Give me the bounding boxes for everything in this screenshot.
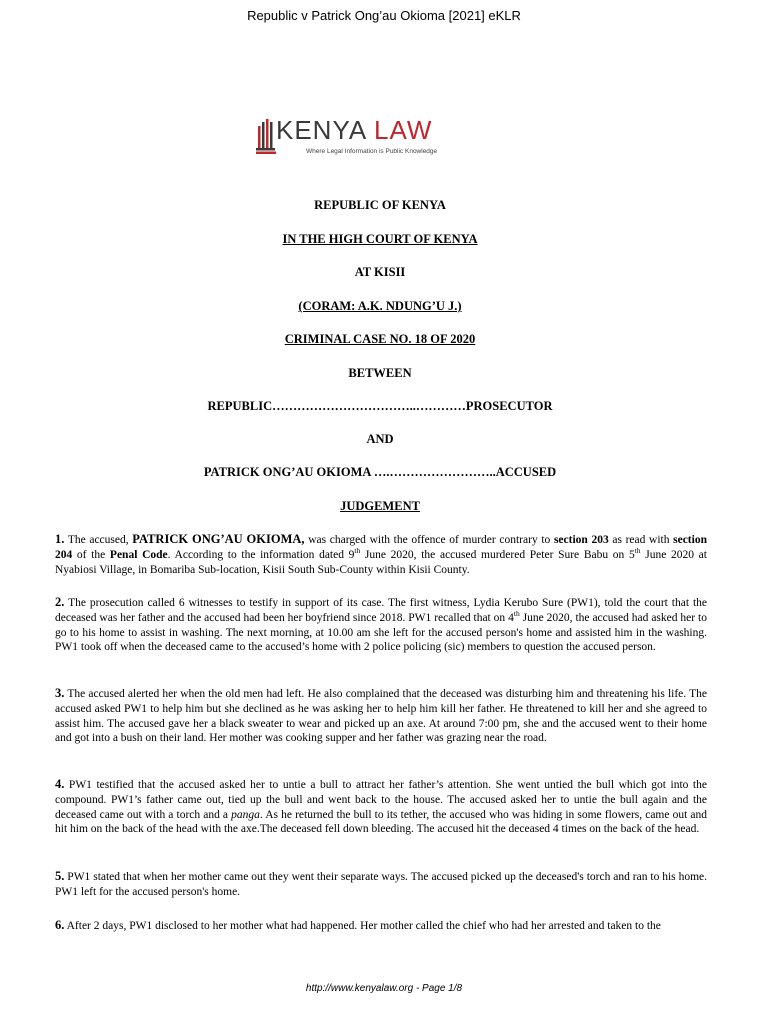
paragraph-text: After 2 days, PW1 disclosed to her mother what had happened. Her mother called the chief who had her arrested and taken to the bbox=[64, 920, 661, 932]
heading-court bbox=[0, 232, 760, 247]
paragraph-1 bbox=[55, 532, 707, 577]
statute-reference: section 204 bbox=[55, 534, 707, 561]
heading-between: BETWEEN bbox=[348, 366, 412, 380]
running-header: Republic v Patrick Ong’au Okioma [2021] eKLR bbox=[247, 8, 521, 23]
paragraph-text: The accused, bbox=[64, 534, 133, 546]
statute-reference: Penal Code bbox=[109, 548, 168, 561]
pillars-icon bbox=[256, 118, 278, 156]
paragraph-number: 6. bbox=[55, 918, 65, 932]
party-accused: PATRICK ONG’AU OKIOMA ….……………………..ACCUSED bbox=[203, 465, 557, 479]
heading-judgement bbox=[0, 499, 760, 514]
paragraph-number: 2. bbox=[55, 595, 65, 609]
paragraph-text: PW1 stated that when her mother came out they went their separate ways. The accused picked up the deceased's torch and ran to his home. PW1 left for the accused person's home. bbox=[55, 871, 707, 898]
italic-term: panga bbox=[231, 808, 260, 821]
paragraph-text: was charged with the offence of murder contrary to bbox=[304, 534, 554, 546]
paragraph-5 bbox=[55, 869, 707, 900]
logo-law-text: LAW bbox=[374, 115, 433, 145]
ordinal-suffix: th bbox=[634, 545, 641, 555]
heading-coram-text: (CORAM: A.K. NDUNG’U J.) bbox=[298, 299, 462, 313]
ordinal-suffix: th bbox=[513, 608, 520, 618]
paragraph-text: as read with bbox=[608, 534, 674, 546]
paragraph-text: . As he returned the bull to its tether, the accused who was hiding in some flowers, came out and hit him on the back of the head with the axe.The deceased fell down bleeding. The accused hit the deceased 4 times on the back of the head. bbox=[55, 808, 707, 836]
paragraph-text: June 2020 at Nyabiosi Village, in Bomariba Sub-location, Kisii South Sub-County within Kisii County. bbox=[55, 548, 707, 576]
paragraph-6 bbox=[55, 918, 707, 934]
page-footer[interactable]: http://www.kenyalaw.org - Page 1/8 bbox=[305, 983, 463, 994]
paragraph-text: The prosecution called 6 witnesses to testify in support of its case. The first witness, Lydia Kerubo Sure (PW1), told the court that the deceased was her father and the accused had been her boyfriend since 2018. PW1 recalled that on 4 bbox=[55, 597, 707, 624]
heading-location: AT KISII bbox=[354, 265, 406, 279]
logo-tagline: Where Legal Information is Public Knowledge bbox=[306, 148, 438, 155]
paragraph-number: 4. bbox=[55, 777, 65, 791]
paragraph-3 bbox=[55, 686, 707, 746]
paragraph-number: 1. bbox=[55, 532, 65, 546]
party-prosecutor: REPUBLIC……………………………..…………PROSECUTOR bbox=[207, 399, 553, 413]
paragraph-number: 3. bbox=[55, 686, 65, 700]
paragraph-number: 5. bbox=[55, 869, 65, 883]
heading-judgement-text: JUDGEMENT bbox=[340, 499, 420, 513]
statute-reference: section 203 bbox=[553, 534, 609, 546]
heading-coram bbox=[0, 299, 760, 314]
paragraph-text: June 2020, the accused murdered Peter Sure Babu on 5 bbox=[360, 548, 635, 561]
paragraph-text: PW1 testified that the accused asked her to untie a bull to attract her father’s attention. She went untied the bull which got into the compound. PW1’s father came out, tied up the bull and went back to the house. The accused asked her to untie the bull again and the deceased came out with a torch and a bbox=[55, 779, 707, 821]
logo-wordmark bbox=[276, 115, 432, 146]
logo-kenya-text: KENYA bbox=[276, 115, 366, 145]
paragraph-2 bbox=[55, 595, 707, 655]
heading-case-number bbox=[0, 332, 760, 347]
kenya-law-logo bbox=[256, 115, 476, 158]
heading-court-text: IN THE HIGH COURT OF KENYA bbox=[282, 232, 478, 246]
accused-name: PATRICK ONG’AU OKIOMA, bbox=[132, 532, 305, 546]
paragraph-4 bbox=[55, 777, 707, 837]
paragraph-text: of the bbox=[72, 548, 110, 561]
paragraph-text: June 2020, the accused had asked her to go to his home to assist in washing. The next morning, at 10.00 am she left for the accused person's home and assisted him in the washing. PW1 took off when the deceased came to the accused’s home with 2 police policing (sic) members to question the accused person. bbox=[55, 611, 707, 654]
heading-case-number-text: CRIMINAL CASE NO. 18 OF 2020 bbox=[284, 332, 476, 346]
paragraph-text: . According to the information dated 9 bbox=[167, 548, 355, 561]
heading-republic: REPUBLIC OF KENYA bbox=[314, 198, 446, 212]
ordinal-suffix: th bbox=[354, 545, 361, 555]
heading-and: AND bbox=[366, 432, 394, 446]
paragraph-text: The accused alerted her when the old men had left. He also complained that the deceased was disturbing him and threatening his life. The accused asked PW1 to help him but she declined as he was asking her to help him kill her father. He threatened to kill her and she agreed to assist him. The accused gave her a black sweater to wear and picked up an axe. At around 7:00 pm, she and the accused went to their home and got into a bush on their land. Her mother was cooking supper and her father was grazing near the road. bbox=[55, 688, 707, 745]
